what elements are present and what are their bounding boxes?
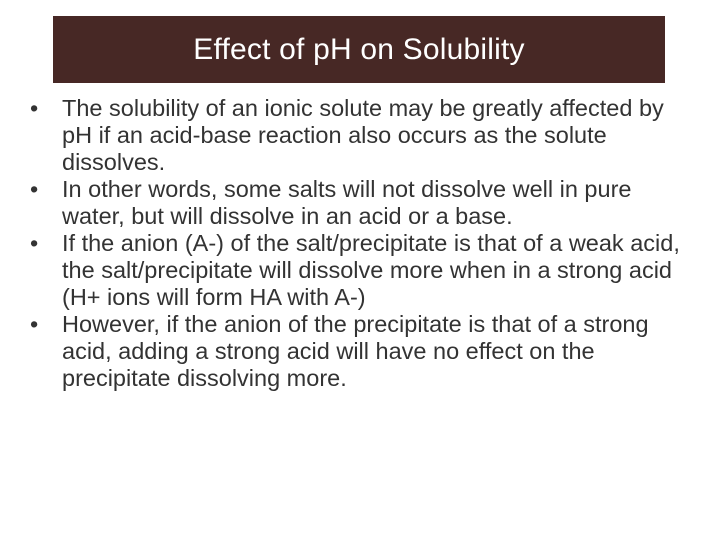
bullet-marker: • xyxy=(30,230,39,256)
bullet-list xyxy=(30,95,700,392)
bullet-marker: • xyxy=(30,311,39,337)
bullet-text: The solubility of an ionic solute may be greatly affected by pH if an acid-base reaction also occurs as the solute dissolves. xyxy=(62,95,664,175)
bullet-item xyxy=(30,95,700,176)
bullet-marker: • xyxy=(30,176,39,202)
bullet-text: In other words, some salts will not dissolve well in pure water, but will dissolve in an acid or a base. xyxy=(62,176,632,229)
bullet-item xyxy=(30,311,700,392)
slide-title: Effect of pH on Solubility xyxy=(193,32,525,66)
title-bar xyxy=(53,16,665,83)
bullet-text: If the anion (A-) of the salt/precipitate is that of a weak acid, the salt/precipitate will dissolve more when in a strong acid (H+ ions will form HA with A-) xyxy=(62,230,680,310)
bullet-text: However, if the anion of the precipitate is that of a strong acid, adding a strong acid will have no effect on the precipitate dissolving more. xyxy=(62,311,649,391)
bullet-item xyxy=(30,176,700,230)
bullet-marker: • xyxy=(30,95,39,121)
bullet-item xyxy=(30,230,700,311)
